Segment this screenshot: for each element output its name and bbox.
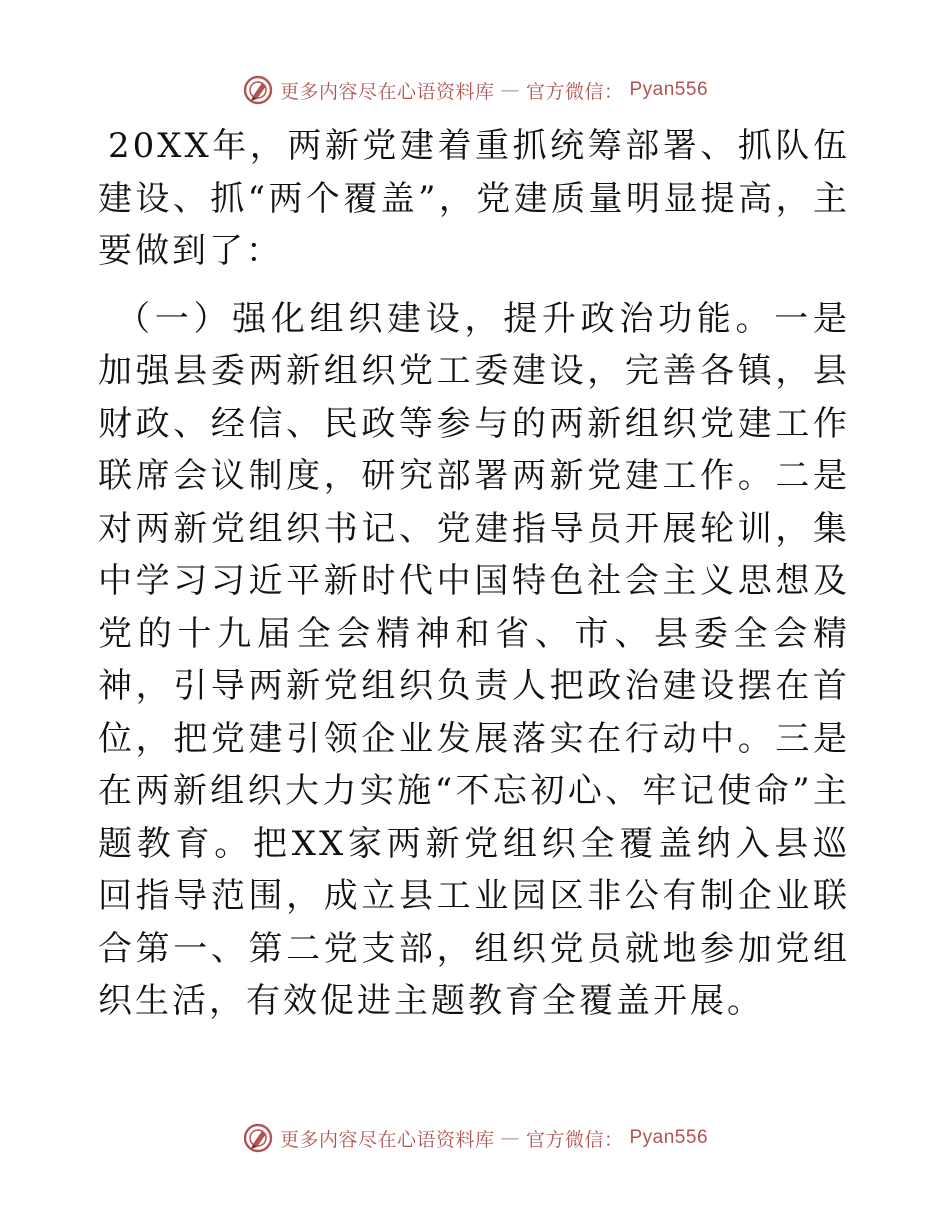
watermark-dash: — xyxy=(500,1127,520,1149)
pen-nib-circle-icon xyxy=(242,74,274,106)
pen-nib-circle-icon xyxy=(242,1122,274,1154)
watermark-text: 更多内容尽在心语资料库 xyxy=(279,80,495,103)
watermark-dash: — xyxy=(500,79,520,101)
watermark-official-label: 官方微信： xyxy=(525,1128,624,1151)
watermark-wechat-id: Pyan556 xyxy=(629,1127,709,1148)
watermark-official-label: 官方微信： xyxy=(525,80,624,103)
watermark-header xyxy=(0,72,950,108)
watermark-footer xyxy=(0,1120,950,1156)
watermark-wechat-id: Pyan556 xyxy=(629,79,709,100)
intro-paragraph: 20XX年，两新党建着重抓统筹部署、抓队伍建设、抓“两个覆盖”，党建质量明显提高，主要做到了： xyxy=(98,126,850,271)
document-body xyxy=(98,120,850,1028)
watermark-text: 更多内容尽在心语资料库 xyxy=(279,1128,495,1151)
section-1-paragraph: （一）强化组织建设，提升政治功能。一是加强县委两新组织党工委建设，完善各镇，县财政、经信、民政等参与的两新组织党建工作联席会议制度，研究部署两新党建工作。二是对两新党组织书记、党建指导员开展轮训，集中学习习近平新时代中国特色社会主义思想及党的十九届全会精神和省、市、县委全会精神，引导两新党组织负责人把政治建设摆在首位，把党建引领企业发展落实在行动中。三是在两新组织大力实施“不忘初心、牢记使命”主题教育。把XX家两新党组织全覆盖纳入县巡回指导范围，成立县工业园区非公有制企业联合第一、第二党支部，组织党员就地参加党组织生活，有效促进主题教育全覆盖开展。 xyxy=(98,298,850,1021)
